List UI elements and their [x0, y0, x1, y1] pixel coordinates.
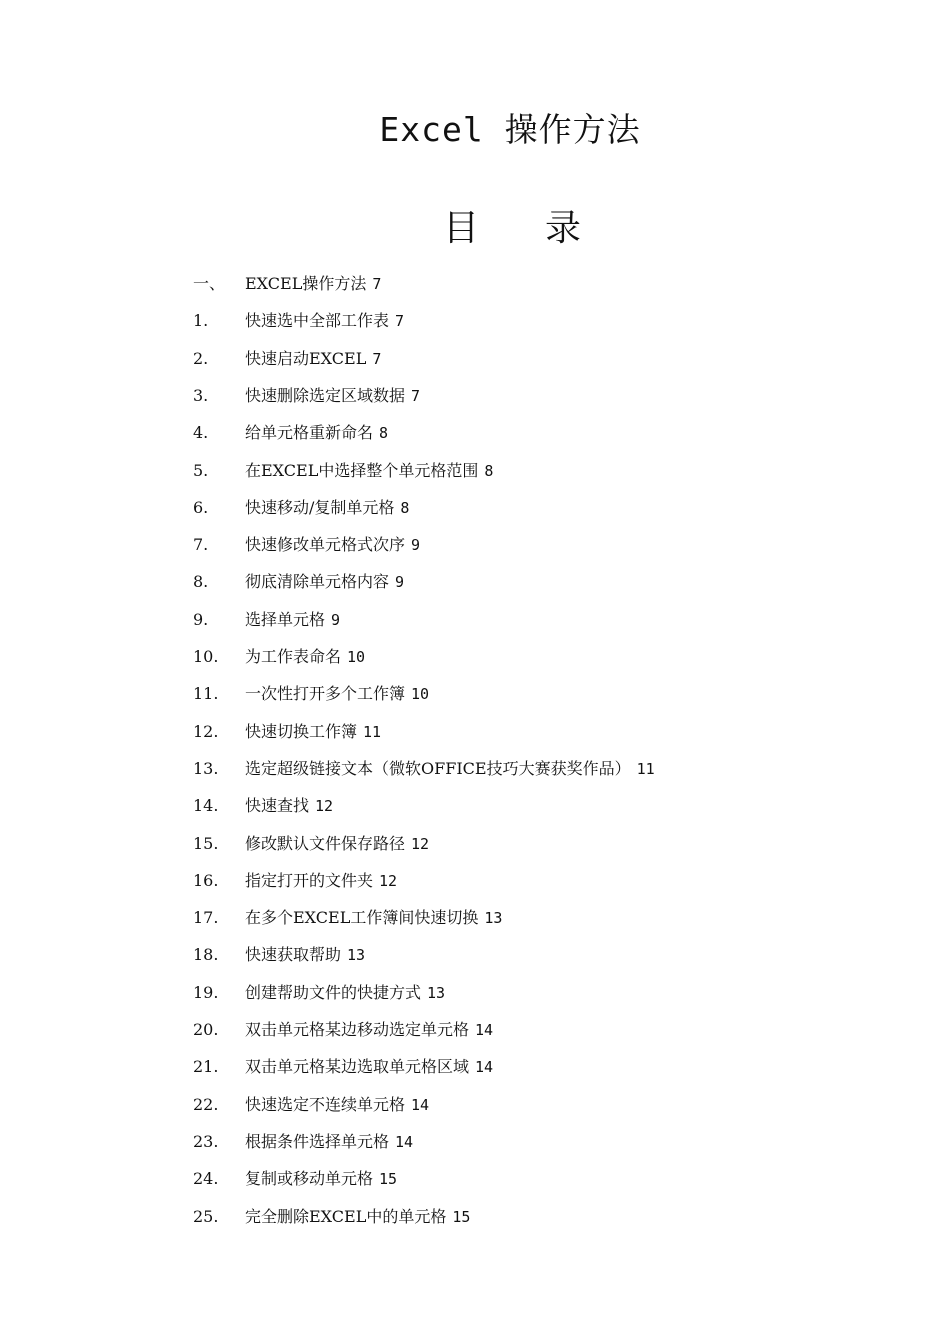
toc-entry[interactable] [0, 421, 950, 445]
toc-entry[interactable] [0, 1205, 950, 1229]
toc-entry-number: 4. [193, 423, 209, 443]
toc-entry-title: 快速查找 [245, 796, 310, 816]
toc-entry-label [245, 570, 404, 594]
toc-entry-page: 14 [475, 1058, 494, 1077]
toc-entry[interactable] [0, 496, 950, 520]
toc-entry[interactable] [0, 459, 950, 483]
toc-entry[interactable] [0, 869, 950, 893]
toc-entry-page: 8 [379, 424, 389, 443]
toc-entry-number: 9. [193, 609, 209, 629]
toc-entry-page: 13 [484, 909, 503, 928]
toc-entry-label [245, 943, 365, 967]
toc-entry[interactable] [0, 309, 950, 333]
toc-entry-title: 修改默认文件保存路径 [245, 833, 406, 853]
toc-entry-title: 快速切换工作簿 [245, 721, 358, 741]
toc-entry-page: 9 [411, 536, 421, 555]
toc-entry-number: 25. [193, 1206, 219, 1226]
toc-entry-label [245, 1130, 413, 1154]
toc-entry-label [245, 272, 381, 296]
toc-entry-page: 11 [636, 759, 655, 778]
toc-entry-number: 22. [193, 1094, 219, 1114]
toc-entry-title: 选择单元格 [245, 609, 326, 629]
toc-entry-number: 一、 [193, 274, 226, 293]
toc-entry-page: 13 [347, 946, 366, 965]
toc-entry-label [245, 1205, 470, 1229]
toc-entry-title: 彻底清除单元格内容 [245, 572, 390, 592]
toc-entry[interactable] [0, 384, 950, 408]
toc-entry-title: 完全删除EXCEL中的单元格 [245, 1206, 447, 1226]
toc-entry-page: 12 [379, 871, 398, 890]
toc-entry-page: 9 [331, 610, 341, 629]
toc-entry[interactable] [0, 794, 950, 818]
toc-entry-number: 11. [193, 684, 219, 704]
toc-entry-title: 选定超级链接文本（微软OFFICE技巧大赛获奖作品） [245, 758, 631, 778]
toc-entry[interactable] [0, 981, 950, 1005]
toc-entry-title: 快速修改单元格式次序 [245, 535, 406, 555]
toc-entry-number: 8. [193, 572, 209, 592]
toc-entry-number: 14. [193, 796, 219, 816]
toc-entry-label [245, 794, 333, 818]
toc-heading-right: 录 [545, 208, 582, 249]
toc-entry-number: 7. [193, 535, 209, 555]
toc-entry-page: 9 [395, 573, 405, 592]
document-title: Excel 操作方法 [379, 110, 641, 149]
toc-entry-title: 根据条件选择单元格 [245, 1131, 390, 1151]
toc-entry[interactable] [0, 757, 950, 781]
toc-entry-title: 创建帮助文件的快捷方式 [245, 982, 422, 1002]
toc-entry-number: 21. [193, 1057, 219, 1077]
toc-heading-left: 目 [443, 208, 480, 249]
toc-entry-number: 24. [193, 1169, 219, 1189]
toc-entry-title: 复制或移动单元格 [245, 1169, 374, 1189]
toc-entry-label [245, 496, 409, 520]
toc-entry-number: 5. [193, 460, 209, 480]
toc-entry-title: 为工作表命名 [245, 647, 342, 666]
toc-entry[interactable] [0, 1093, 950, 1117]
toc-entry-label [245, 869, 397, 893]
toc-entry[interactable] [0, 272, 950, 296]
toc-entry-page: 14 [411, 1095, 430, 1114]
toc-entry-number: 23. [193, 1131, 219, 1151]
toc-entry-label [245, 1055, 493, 1079]
toc-entry[interactable] [0, 533, 950, 557]
toc-entry-label [245, 832, 429, 856]
toc-entry-label [245, 1093, 429, 1117]
toc-entry-title: 快速启动EXCEL [245, 348, 367, 368]
toc-entry[interactable] [0, 832, 950, 856]
toc-entry-label [245, 384, 420, 408]
toc-entry-number: 19. [193, 982, 219, 1002]
toc-entry[interactable] [0, 1130, 950, 1154]
toc-entry-title: 快速选中全部工作表 [245, 311, 390, 331]
toc-entry-page: 7 [395, 312, 405, 331]
toc-entry-number: 10. [193, 647, 219, 666]
toc-entry-label [245, 1018, 493, 1042]
toc-entry[interactable] [0, 1055, 950, 1079]
toc-entry-title: 双击单元格某边选取单元格区域 [245, 1057, 470, 1077]
toc-entry-page: 10 [411, 685, 430, 704]
toc-entry-title: 快速获取帮助 [245, 945, 342, 965]
toc-entry-page: 14 [395, 1132, 414, 1151]
toc-entry-label [245, 720, 381, 744]
toc-entry-label [245, 906, 502, 930]
toc-entry-number: 3. [193, 385, 209, 405]
toc-entry-number: 6. [193, 497, 209, 517]
toc-entry-label [245, 421, 388, 445]
toc-entry-number: 13. [193, 758, 219, 778]
toc-entry-page: 7 [411, 386, 421, 405]
toc-entry-title: EXCEL操作方法 [245, 274, 367, 293]
toc-entry-label [245, 533, 420, 557]
toc-entry-page: 13 [427, 983, 446, 1002]
toc-entry[interactable] [0, 906, 950, 930]
toc-entry-number: 15. [193, 833, 219, 853]
toc-entry-title: 一次性打开多个工作簿 [245, 684, 406, 704]
toc-entry[interactable] [0, 720, 950, 744]
toc-entry-title: 快速选定不连续单元格 [245, 1094, 406, 1114]
toc-entry-page: 7 [372, 349, 382, 368]
toc-entry-page: 10 [347, 648, 366, 666]
toc-entry[interactable] [0, 1018, 950, 1042]
toc-entry-label [245, 347, 381, 371]
toc-entry-page: 11 [363, 722, 382, 741]
toc-entry-page: 12 [411, 834, 430, 853]
toc-entry-label [245, 459, 493, 483]
toc-entry[interactable] [0, 682, 950, 706]
toc-entry-page: 8 [400, 498, 410, 517]
toc-entry-label [245, 645, 365, 669]
toc-entry-number: 2. [193, 348, 209, 368]
toc-entry-number: 12. [193, 721, 219, 741]
toc-entry-label [245, 757, 655, 781]
toc-entry-page: 12 [315, 797, 334, 816]
toc-entry-page: 7 [372, 275, 382, 293]
toc-entry-number: 16. [193, 870, 219, 890]
toc-entry[interactable] [0, 608, 950, 632]
toc-entry-label [245, 608, 340, 632]
toc-entry-label [245, 981, 445, 1005]
toc-entry-number: 18. [193, 945, 219, 965]
toc-entry[interactable] [0, 570, 950, 594]
toc-entry-title: 给单元格重新命名 [245, 423, 374, 443]
toc-entry-title: 双击单元格某边移动选定单元格 [245, 1020, 470, 1039]
toc-entry-number: 1. [193, 311, 209, 331]
toc-entry-label [245, 682, 429, 706]
toc-entry-label [245, 309, 404, 333]
toc-entry[interactable] [0, 943, 950, 967]
toc-entry-number: 17. [193, 908, 219, 928]
toc-entry-title: 在EXCEL中选择整个单元格范围 [245, 460, 479, 480]
toc-entry-number: 20. [193, 1020, 219, 1039]
toc-entry-title: 在多个EXCEL工作簿间快速切换 [245, 908, 479, 928]
toc-entry-page: 15 [379, 1170, 398, 1189]
toc-entry[interactable] [0, 1167, 950, 1191]
toc-entry-title: 快速删除选定区域数据 [245, 385, 406, 405]
toc-entry-page: 14 [475, 1021, 494, 1039]
toc-entry-label [245, 1167, 397, 1191]
toc-entry-title: 指定打开的文件夹 [245, 870, 374, 890]
toc-entry-page: 8 [484, 461, 494, 480]
toc-entry-title: 快速移动/复制单元格 [245, 497, 395, 517]
toc-entry-page: 15 [452, 1207, 471, 1226]
toc-entry[interactable] [0, 645, 950, 669]
toc-entry[interactable] [0, 347, 950, 371]
